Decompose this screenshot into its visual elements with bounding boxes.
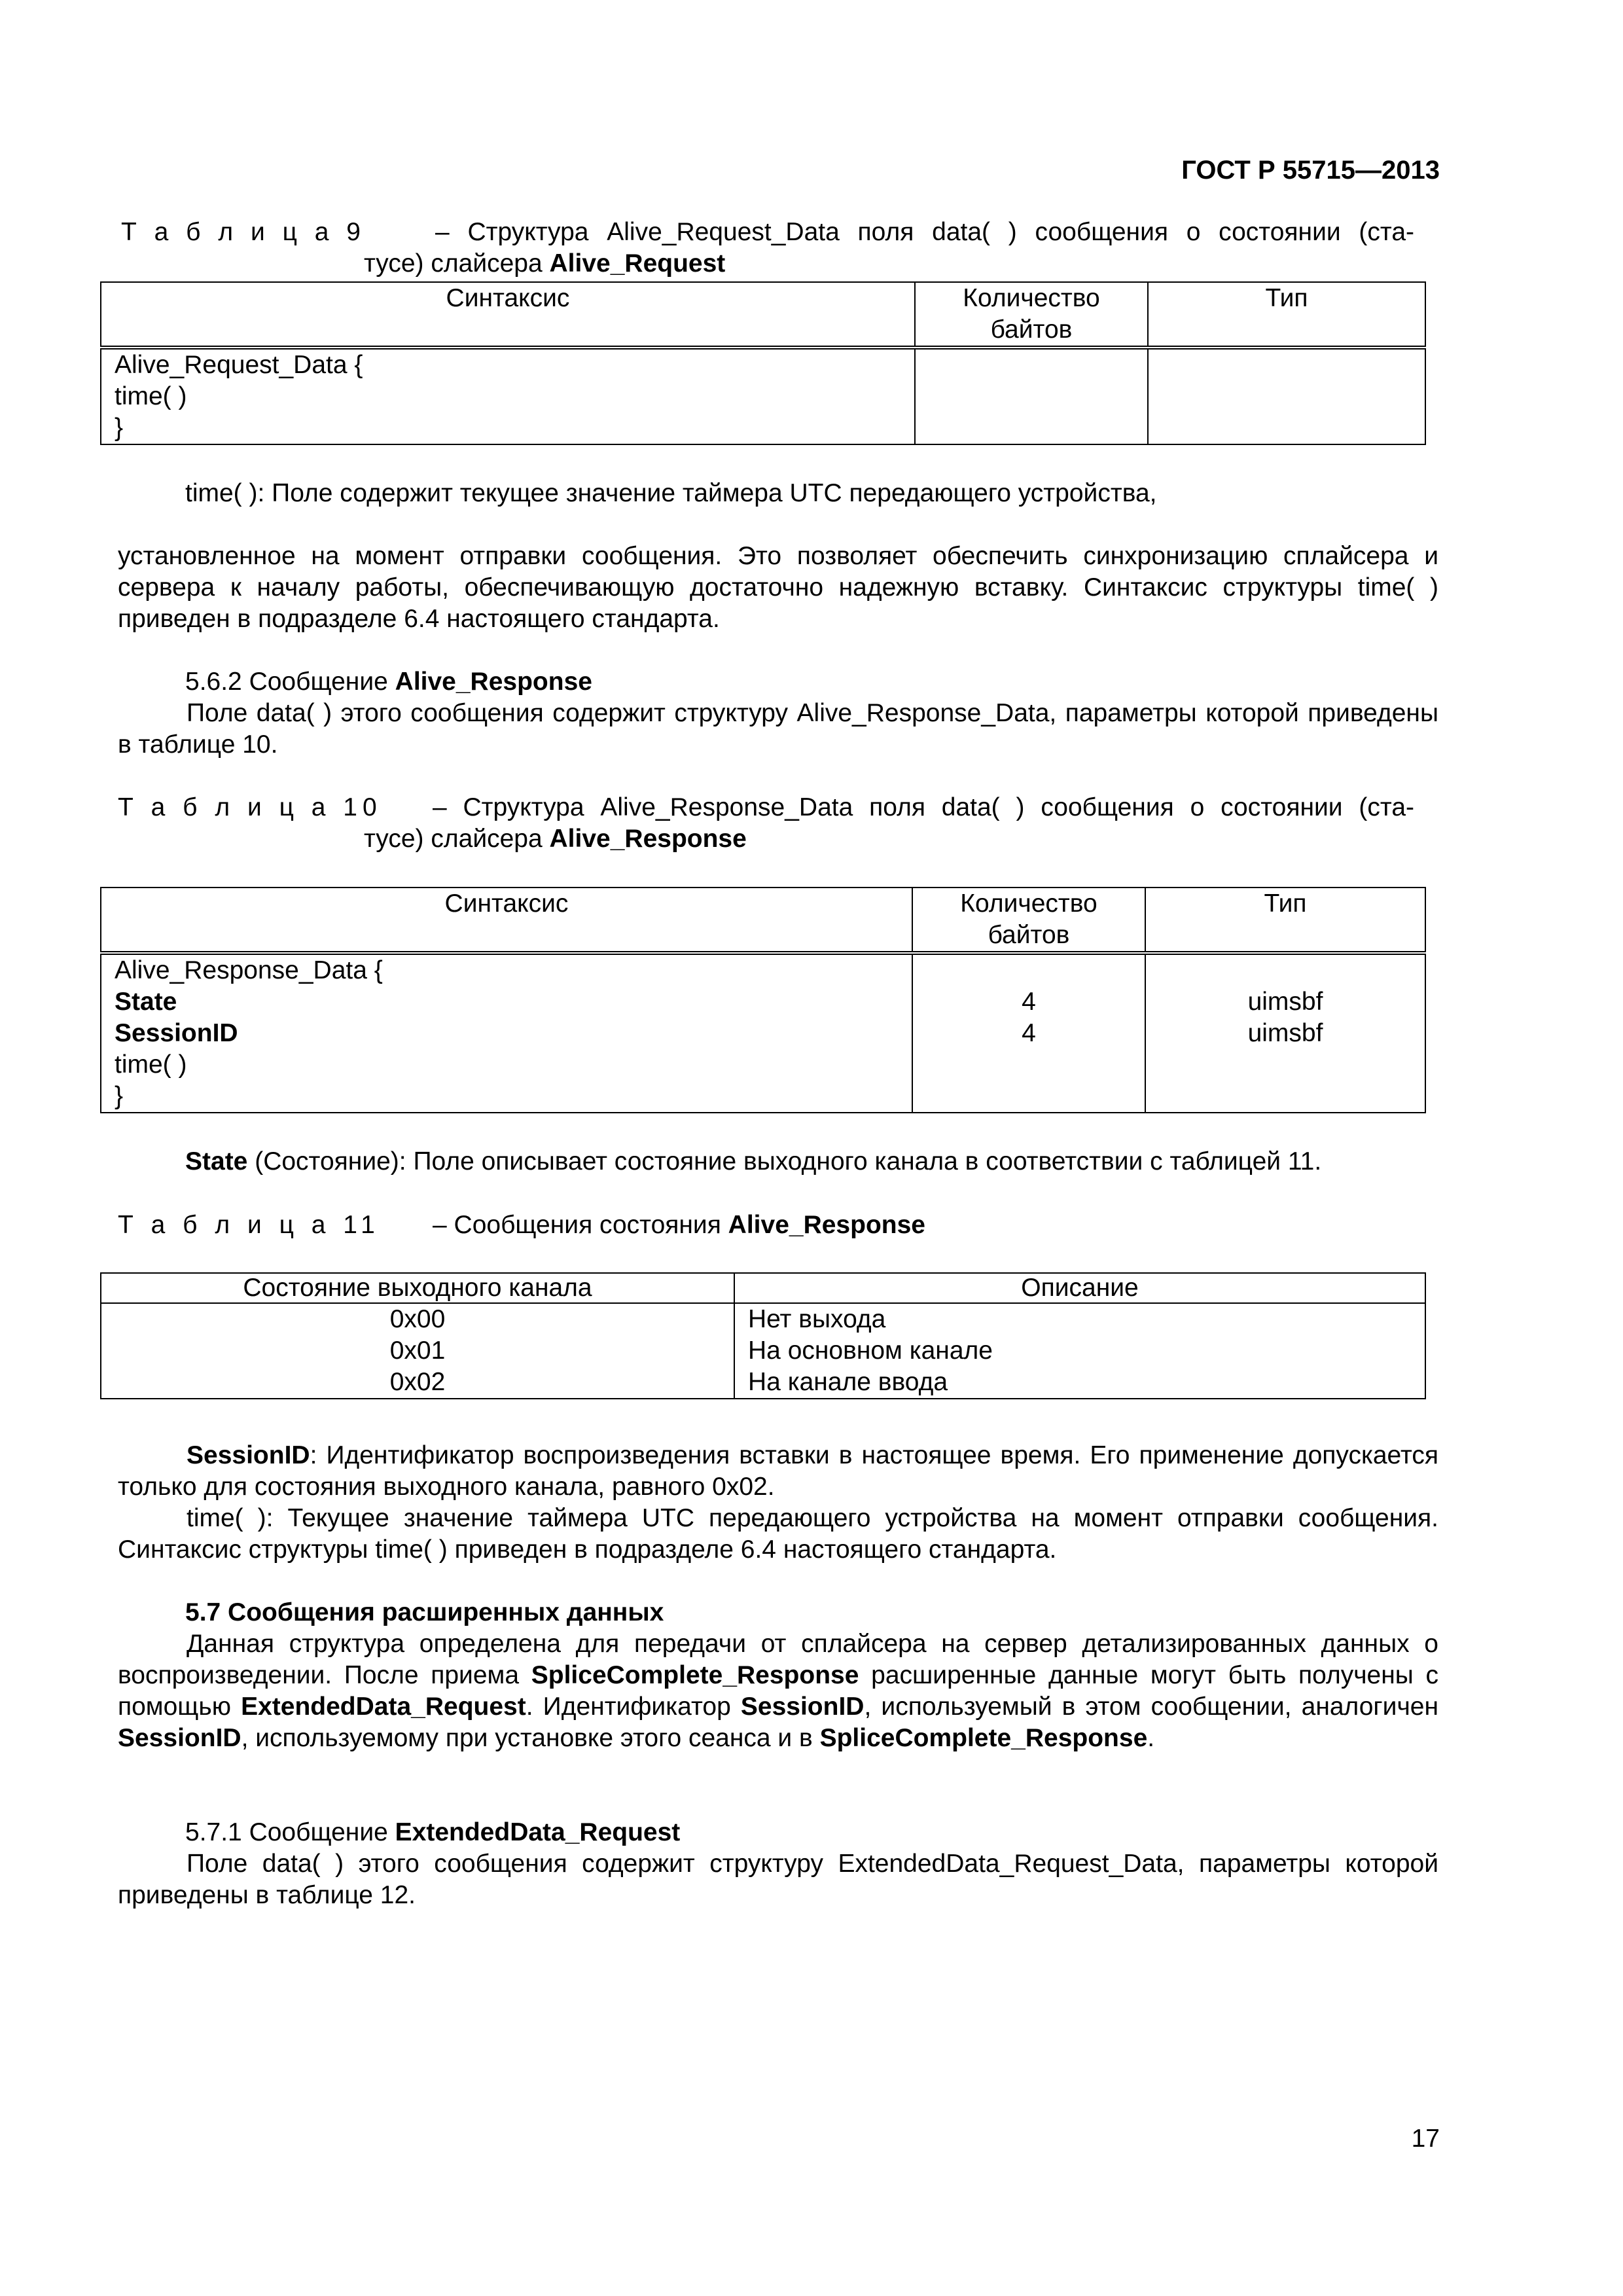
para-state: State (Состояние): Поле описывает состояние выходного канала в соответствии с таблицей 11. (185, 1147, 1322, 1175)
table10-header-bytes: Количество байтов (912, 888, 1145, 953)
table11-caption: – Сообщения состояния Alive_Response (433, 1211, 925, 1239)
table10 (100, 887, 1426, 1113)
section-571-text: Поле data( ) этого сообщения содержит структуру ExtendedData_Request_Data, параметры которой приведены в таблице 12. (118, 1850, 1438, 1909)
para-sessionid: SessionID: Идентификатор воспроизведения вставки в настоящее время. Его применение допускается только для состояния выходного канала, равного 0x02. (118, 1441, 1438, 1501)
table10-type-1: uimsbf (1247, 988, 1323, 1016)
table10-syntax-4: } (115, 1082, 124, 1110)
table-row (101, 1303, 1425, 1399)
table11-state-1: 0x01 (389, 1336, 446, 1365)
table9-caption-line2: тусе) слайсера Alive_Request (364, 249, 726, 278)
table9-caption: – Структура Alive_Request_Data поля data( ) сообщения о состоянии (ста- (435, 218, 1414, 246)
table10-syntax-0: Alive_Response_Data { (115, 956, 383, 984)
table10-bytes-2: 4 (1022, 1019, 1036, 1047)
table-row (101, 953, 1425, 1113)
table9-label: Т а б л и ц а 9 (121, 218, 366, 246)
table11-desc-1: На основном канале (748, 1336, 993, 1365)
table11-label: Т а б л и ц а 11 (118, 1211, 380, 1239)
table10-bytes-1: 4 (1022, 988, 1036, 1016)
section-57-heading: 5.7 Сообщения расширенных данных (185, 1598, 664, 1626)
section-562-text: Поле data( ) этого сообщения содержит структуру Alive_Response_Data, параметры которой приведены в таблице 10. (118, 699, 1438, 759)
table9-syntax-0: Alive_Request_Data { (115, 351, 363, 379)
table10-syntax-1: State (115, 988, 177, 1016)
table11 (100, 1272, 1426, 1399)
table11-header-state: Состояние выходного канала (101, 1273, 734, 1303)
table10-type-2: uimsbf (1247, 1019, 1323, 1047)
table10-caption: – Структура Alive_Response_Data поля data( ) сообщения о состоянии (ста- (433, 793, 1414, 821)
section-562-heading: 5.6.2 Сообщение Alive_Response (185, 668, 592, 696)
table10-syntax-3: time( ) (115, 1050, 187, 1079)
para-time1-body: установленное на момент отправки сообщения. Это позволяет обеспечить синхронизацию сплайсера и сервера к началу работы, обеспечивающую достаточно надежную вставку. Синтаксис структуры time( ) приведен в подразделе 6.4 настоящего стандарта. (118, 542, 1438, 633)
table10-header-type: Тип (1145, 888, 1425, 953)
table10-header-syntax: Синтаксис (101, 888, 912, 953)
para-time1-line1: time( ): Поле содержит текущее значение таймера UTC передающего устройства, (185, 479, 1157, 507)
table11-header-desc: Описание (734, 1273, 1425, 1303)
table9-syntax-2: } (115, 414, 124, 442)
table9-header-type: Тип (1148, 282, 1425, 348)
table10-caption-line2: тусе) слайсера Alive_Response (364, 825, 747, 853)
table9-syntax-1: time( ) (115, 382, 187, 410)
table11-desc-0: Нет выхода (748, 1305, 886, 1333)
table9-header-bytes: Количество байтов (915, 282, 1148, 348)
table10-syntax-2: SessionID (115, 1019, 238, 1047)
section-571-heading: 5.7.1 Сообщение ExtendedData_Request (185, 1818, 681, 1846)
para-time2: time( ): Текущее значение таймера UTC передающего устройства на момент отправки сообщения. Синтаксис структуры time( ) приведен в подразделе 6.4 настоящего стандарта. (118, 1504, 1438, 1564)
table11-desc-2: На канале ввода (748, 1368, 948, 1396)
table9 (100, 281, 1426, 445)
table11-state-2: 0x02 (389, 1368, 446, 1396)
page-number: 17 (1411, 2125, 1440, 2153)
table9-header-syntax: Синтаксис (101, 282, 915, 348)
document-id: ГОСТ Р 55715—2013 (1181, 156, 1440, 185)
table10-label: Т а б л и ц а 10 (118, 793, 382, 821)
section-57-text: Данная структура определена для передачи от сплайсера на сервер детализированных данных о воспроизведении. После приема SpliceComplete_Response расширенные данные могут быть получены с помощью ExtendedData_Request. Идентификатор SessionID, используемый в этом сообщении, аналогичен SessionID, используемому при установке этого сеанса и в SpliceComplete_Response. (118, 1630, 1439, 1752)
table-row (101, 348, 1425, 444)
table11-state-0: 0x00 (389, 1305, 446, 1333)
